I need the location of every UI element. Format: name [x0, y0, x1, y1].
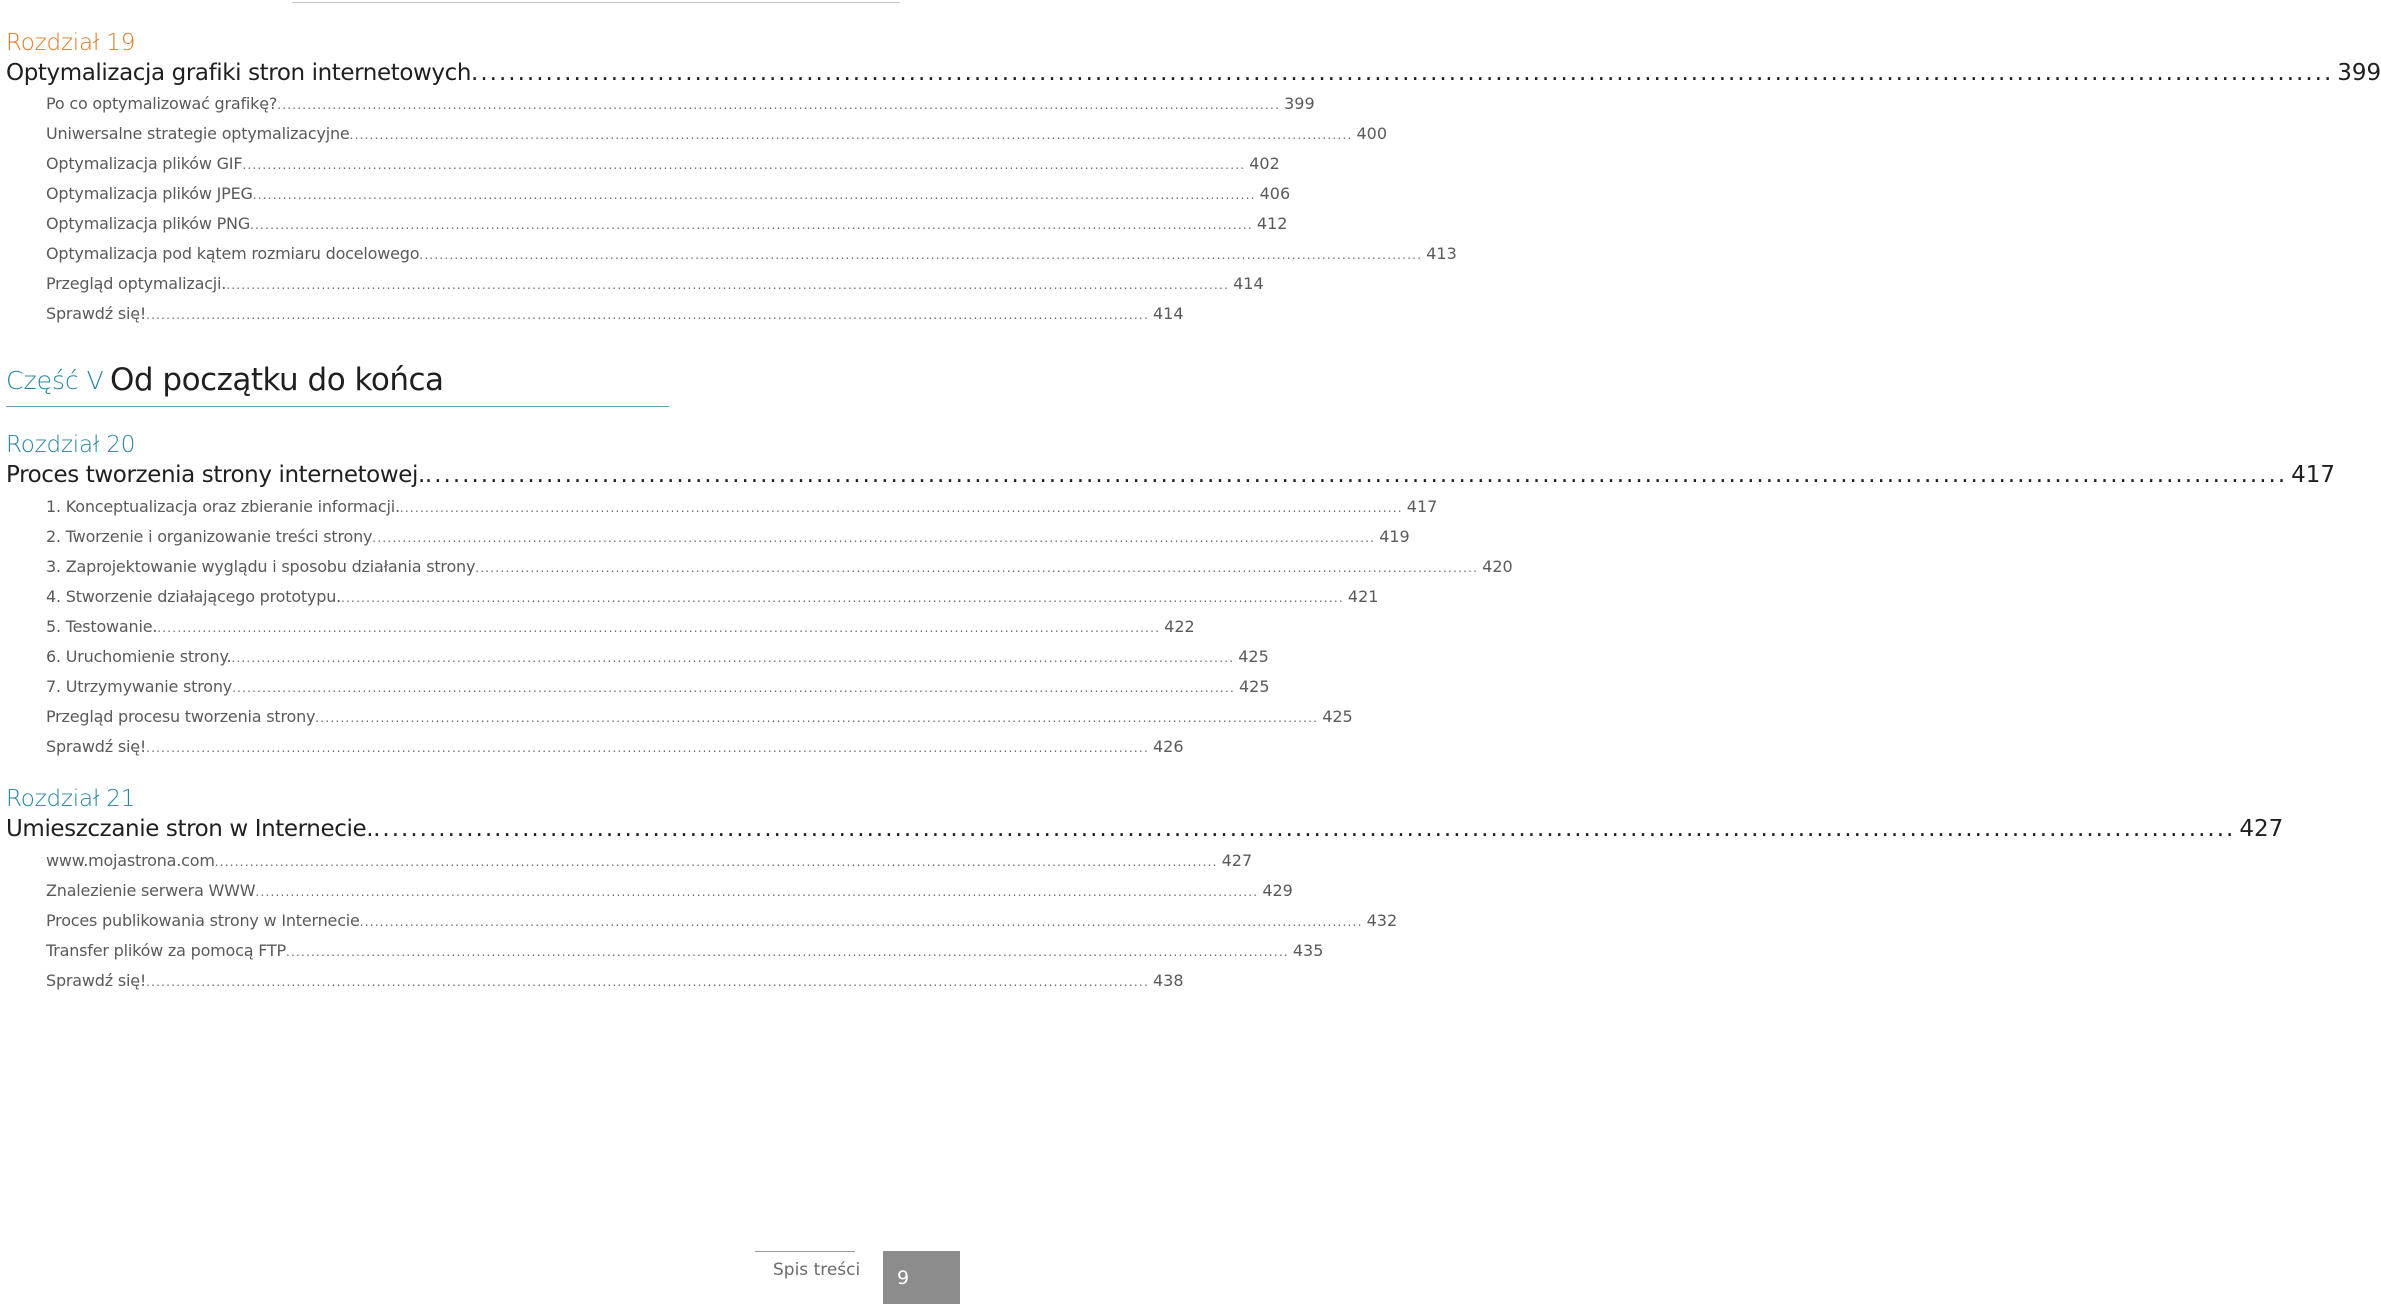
toc-entry-text: www.mojastrona.com: [46, 851, 215, 870]
toc-entry-page: 420: [1482, 557, 1513, 576]
toc-entry-text: 3. Zaprojektowanie wyglądu i sposobu działania strony: [46, 557, 476, 576]
toc-entry[interactable]: [46, 707, 1353, 737]
toc-entry-text: Sprawdź się!: [46, 737, 147, 756]
dot-leader: ........................................................................................................................................................................................................: [372, 531, 1376, 545]
toc-entry-page: 421: [1347, 587, 1379, 606]
toc-entry-page: 425: [1238, 647, 1269, 666]
dot-leader: ........................................................................................................................................................................................................: [242, 158, 1246, 172]
toc-entry[interactable]: [46, 647, 1269, 677]
toc-entry-page: 425: [1238, 677, 1270, 696]
toc-entry[interactable]: [46, 274, 1264, 304]
chapter-20-entries: [46, 497, 1513, 767]
chapter-page-number: 417: [2291, 462, 2336, 488]
toc-entry[interactable]: [46, 527, 1410, 557]
toc-entry[interactable]: [46, 214, 1288, 244]
dot-leader: ........................................................................................................................................................................................................: [373, 816, 2236, 842]
dot-leader: ........................................................................................................................................................................................................: [424, 462, 2288, 488]
toc-entry-page: 422: [1164, 617, 1195, 636]
dot-leader: ........................................................................................................................................................................................................: [252, 188, 1256, 202]
toc-entry-text: 4. Stworzenie działającego prototypu.: [46, 587, 342, 606]
footer-section-label: Spis treści: [773, 1260, 861, 1280]
dot-leader: ........................................................................................................................................................................................................: [250, 218, 1253, 232]
dot-leader: ........................................................................................................................................................................................................: [359, 915, 1363, 929]
toc-entry-page: 414: [1152, 304, 1184, 323]
dot-leader: ........................................................................................................................................................................................................: [471, 60, 2334, 86]
chapter-19-label: Rozdział 19: [6, 30, 136, 56]
page-number-box: [883, 1251, 960, 1304]
dot-leader: ........................................................................................................................................................................................................: [349, 128, 1353, 142]
chapter-page-number: 427: [2239, 816, 2284, 842]
toc-entry[interactable]: [46, 587, 1379, 617]
toc-entry-page: 412: [1256, 214, 1288, 233]
chapter-page-number: 399: [2337, 60, 2381, 86]
toc-entry[interactable]: [46, 124, 1388, 154]
toc-entry-page: 425: [1322, 707, 1353, 726]
toc-entry-text: Transfer plików za pomocą FTP: [46, 941, 286, 960]
chapter-21-title[interactable]: [6, 816, 2284, 848]
toc-entry-text: Optymalizacja plików JPEG: [46, 184, 253, 203]
dot-leader: ........................................................................................................................................................................................................: [399, 501, 1403, 515]
toc-entry-text: 6. Uruchomienie strony.: [46, 647, 232, 666]
dot-leader: ........................................................................................................................................................................................................: [419, 248, 1423, 262]
page-number: 9: [897, 1266, 910, 1289]
footer-rule: [755, 1251, 855, 1252]
toc-entry[interactable]: [46, 304, 1184, 334]
dot-leader: ........................................................................................................................................................................................................: [226, 278, 1230, 292]
toc-entry-text: Optymalizacja plików PNG: [46, 214, 251, 233]
dot-leader: ........................................................................................................................................................................................................: [475, 561, 1479, 575]
toc-entry-text: Przegląd procesu tworzenia strony: [46, 707, 316, 726]
toc-entry-page: 399: [1284, 94, 1315, 113]
toc-entry[interactable]: [46, 851, 1253, 881]
toc-entry-page: 432: [1366, 911, 1398, 930]
dot-leader: ........................................................................................................................................................................................................: [214, 855, 1218, 869]
toc-entry[interactable]: [46, 497, 1438, 527]
part-divider: [6, 406, 669, 407]
chapter-title-text: Umieszczanie stron w Internecie.: [6, 816, 374, 842]
toc-entry-text: Znalezienie serwera WWW: [46, 881, 256, 900]
toc-entry-text: Sprawdź się!: [46, 971, 147, 990]
dot-leader: ........................................................................................................................................................................................................: [255, 885, 1259, 899]
toc-entry-page: 426: [1152, 737, 1184, 756]
dot-leader: ........................................................................................................................................................................................................: [146, 975, 1149, 989]
toc-entry[interactable]: [46, 94, 1315, 124]
toc-entry[interactable]: [46, 737, 1184, 767]
dot-leader: ........................................................................................................................................................................................................: [231, 651, 1235, 665]
dot-leader: ........................................................................................................................................................................................................: [277, 98, 1281, 112]
dot-leader: ........................................................................................................................................................................................................: [232, 681, 1235, 695]
chapter-title-text: Optymalizacja grafiki stron internetowych: [6, 60, 472, 86]
dot-leader: ........................................................................................................................................................................................................: [341, 591, 1344, 605]
part-5-label: Część V: [6, 366, 104, 395]
toc-entry[interactable]: [46, 881, 1293, 911]
chapter-21-label: Rozdział 21: [6, 786, 136, 812]
toc-entry-page: 414: [1233, 274, 1264, 293]
toc-entry-text: Uniwersalne strategie optymalizacyjne: [46, 124, 350, 143]
toc-entry[interactable]: [46, 941, 1324, 971]
toc-entry-page: 427: [1221, 851, 1253, 870]
toc-entry-text: Optymalizacja plików GIF: [46, 154, 243, 173]
toc-entry-page: 419: [1379, 527, 1410, 546]
toc-entry-text: 2. Tworzenie i organizowanie treści strony: [46, 527, 373, 546]
dot-leader: ........................................................................................................................................................................................................: [146, 308, 1149, 322]
chapter-title-text: Proces tworzenia strony internetowej.: [6, 462, 425, 488]
toc-entry-page: 435: [1292, 941, 1324, 960]
top-rule: [292, 2, 900, 3]
toc-entry-text: Po co optymalizować grafikę?: [46, 94, 278, 113]
toc-entry-text: Optymalizacja pod kątem rozmiaru docelowego: [46, 244, 420, 263]
dot-leader: ........................................................................................................................................................................................................: [157, 621, 1161, 635]
toc-entry-text: Sprawdź się!: [46, 304, 147, 323]
toc-entry[interactable]: [46, 557, 1513, 587]
part-5-title: Od początku do końca: [110, 362, 444, 398]
chapter-20-label: Rozdział 20: [6, 432, 136, 458]
toc-entry[interactable]: [46, 617, 1195, 647]
toc-entry-page: 413: [1426, 244, 1457, 263]
toc-entry-text: 5. Testowanie.: [46, 617, 158, 636]
dot-leader: ........................................................................................................................................................................................................: [285, 945, 1289, 959]
chapter-21-entries: [46, 851, 1398, 1001]
toc-entry-text: 1. Konceptualizacja oraz zbieranie informacji.: [46, 497, 400, 516]
toc-entry-page: 438: [1152, 971, 1184, 990]
dot-leader: ........................................................................................................................................................................................................: [146, 741, 1149, 755]
chapter-19-entries: [46, 94, 1457, 334]
toc-entry-page: 406: [1259, 184, 1291, 203]
toc-entry[interactable]: [46, 184, 1291, 214]
dot-leader: ........................................................................................................................................................................................................: [315, 711, 1319, 725]
toc-entry[interactable]: [46, 911, 1398, 941]
toc-entry-page: 429: [1262, 881, 1293, 900]
chapter-20-title[interactable]: [6, 462, 2336, 494]
toc-entry-page: 402: [1249, 154, 1280, 173]
toc-entry[interactable]: [46, 677, 1270, 707]
toc-entry-page: 417: [1406, 497, 1438, 516]
toc-entry-page: 400: [1356, 124, 1388, 143]
toc-entry-text: Proces publikowania strony w Internecie: [46, 911, 360, 930]
toc-entry-text: 7. Utrzymywanie strony: [46, 677, 233, 696]
toc-entry[interactable]: [46, 244, 1457, 274]
chapter-19-title[interactable]: [6, 60, 2381, 92]
toc-entry[interactable]: [46, 154, 1280, 184]
toc-entry-text: Przegląd optymalizacji.: [46, 274, 227, 293]
toc-entry[interactable]: [46, 971, 1184, 1001]
